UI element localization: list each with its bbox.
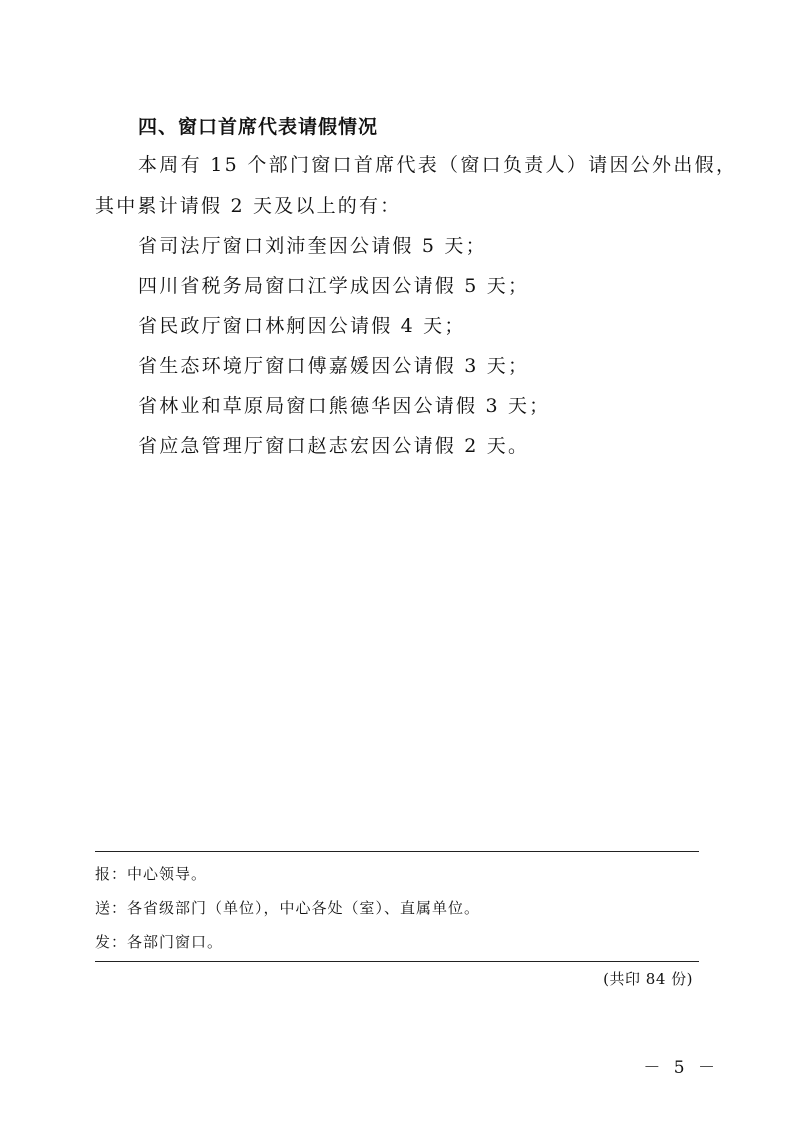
- distribution-bottom-rule: [95, 961, 699, 962]
- issue-to-line: 发：各部门窗口。: [95, 933, 224, 951]
- list-item: 省林业和草原局窗口熊德华因公请假 3 天；: [138, 395, 551, 417]
- intro-paragraph-line-1: 本周有 15 个部门窗口首席代表（窗口负责人）请因公外出假，: [138, 154, 738, 176]
- list-item: 四川省税务局窗口江学成因公请假 5 天；: [138, 275, 530, 297]
- list-item: 省司法厅窗口刘沛奎因公请假 5 天；: [138, 235, 487, 257]
- page-number: － 5 －: [643, 1058, 719, 1078]
- send-to-line: 送：各省级部门（单位），中心各处（室）、直属单位。: [95, 899, 481, 917]
- list-item: 省民政厅窗口林舸因公请假 4 天；: [138, 315, 466, 337]
- copies-count: (共印 84 份): [603, 970, 693, 988]
- distribution-top-rule: [95, 851, 699, 852]
- report-to-line: 报：中心领导。: [95, 865, 208, 883]
- intro-paragraph-line-2: 其中累计请假 2 天及以上的有：: [95, 195, 402, 217]
- section-heading: 四、窗口首席代表请假情况: [138, 116, 379, 138]
- list-item: 省应急管理厅窗口赵志宏因公请假 2 天。: [138, 435, 530, 457]
- list-item: 省生态环境厅窗口傅嘉媛因公请假 3 天；: [138, 355, 530, 377]
- leave-list: [138, 233, 550, 473]
